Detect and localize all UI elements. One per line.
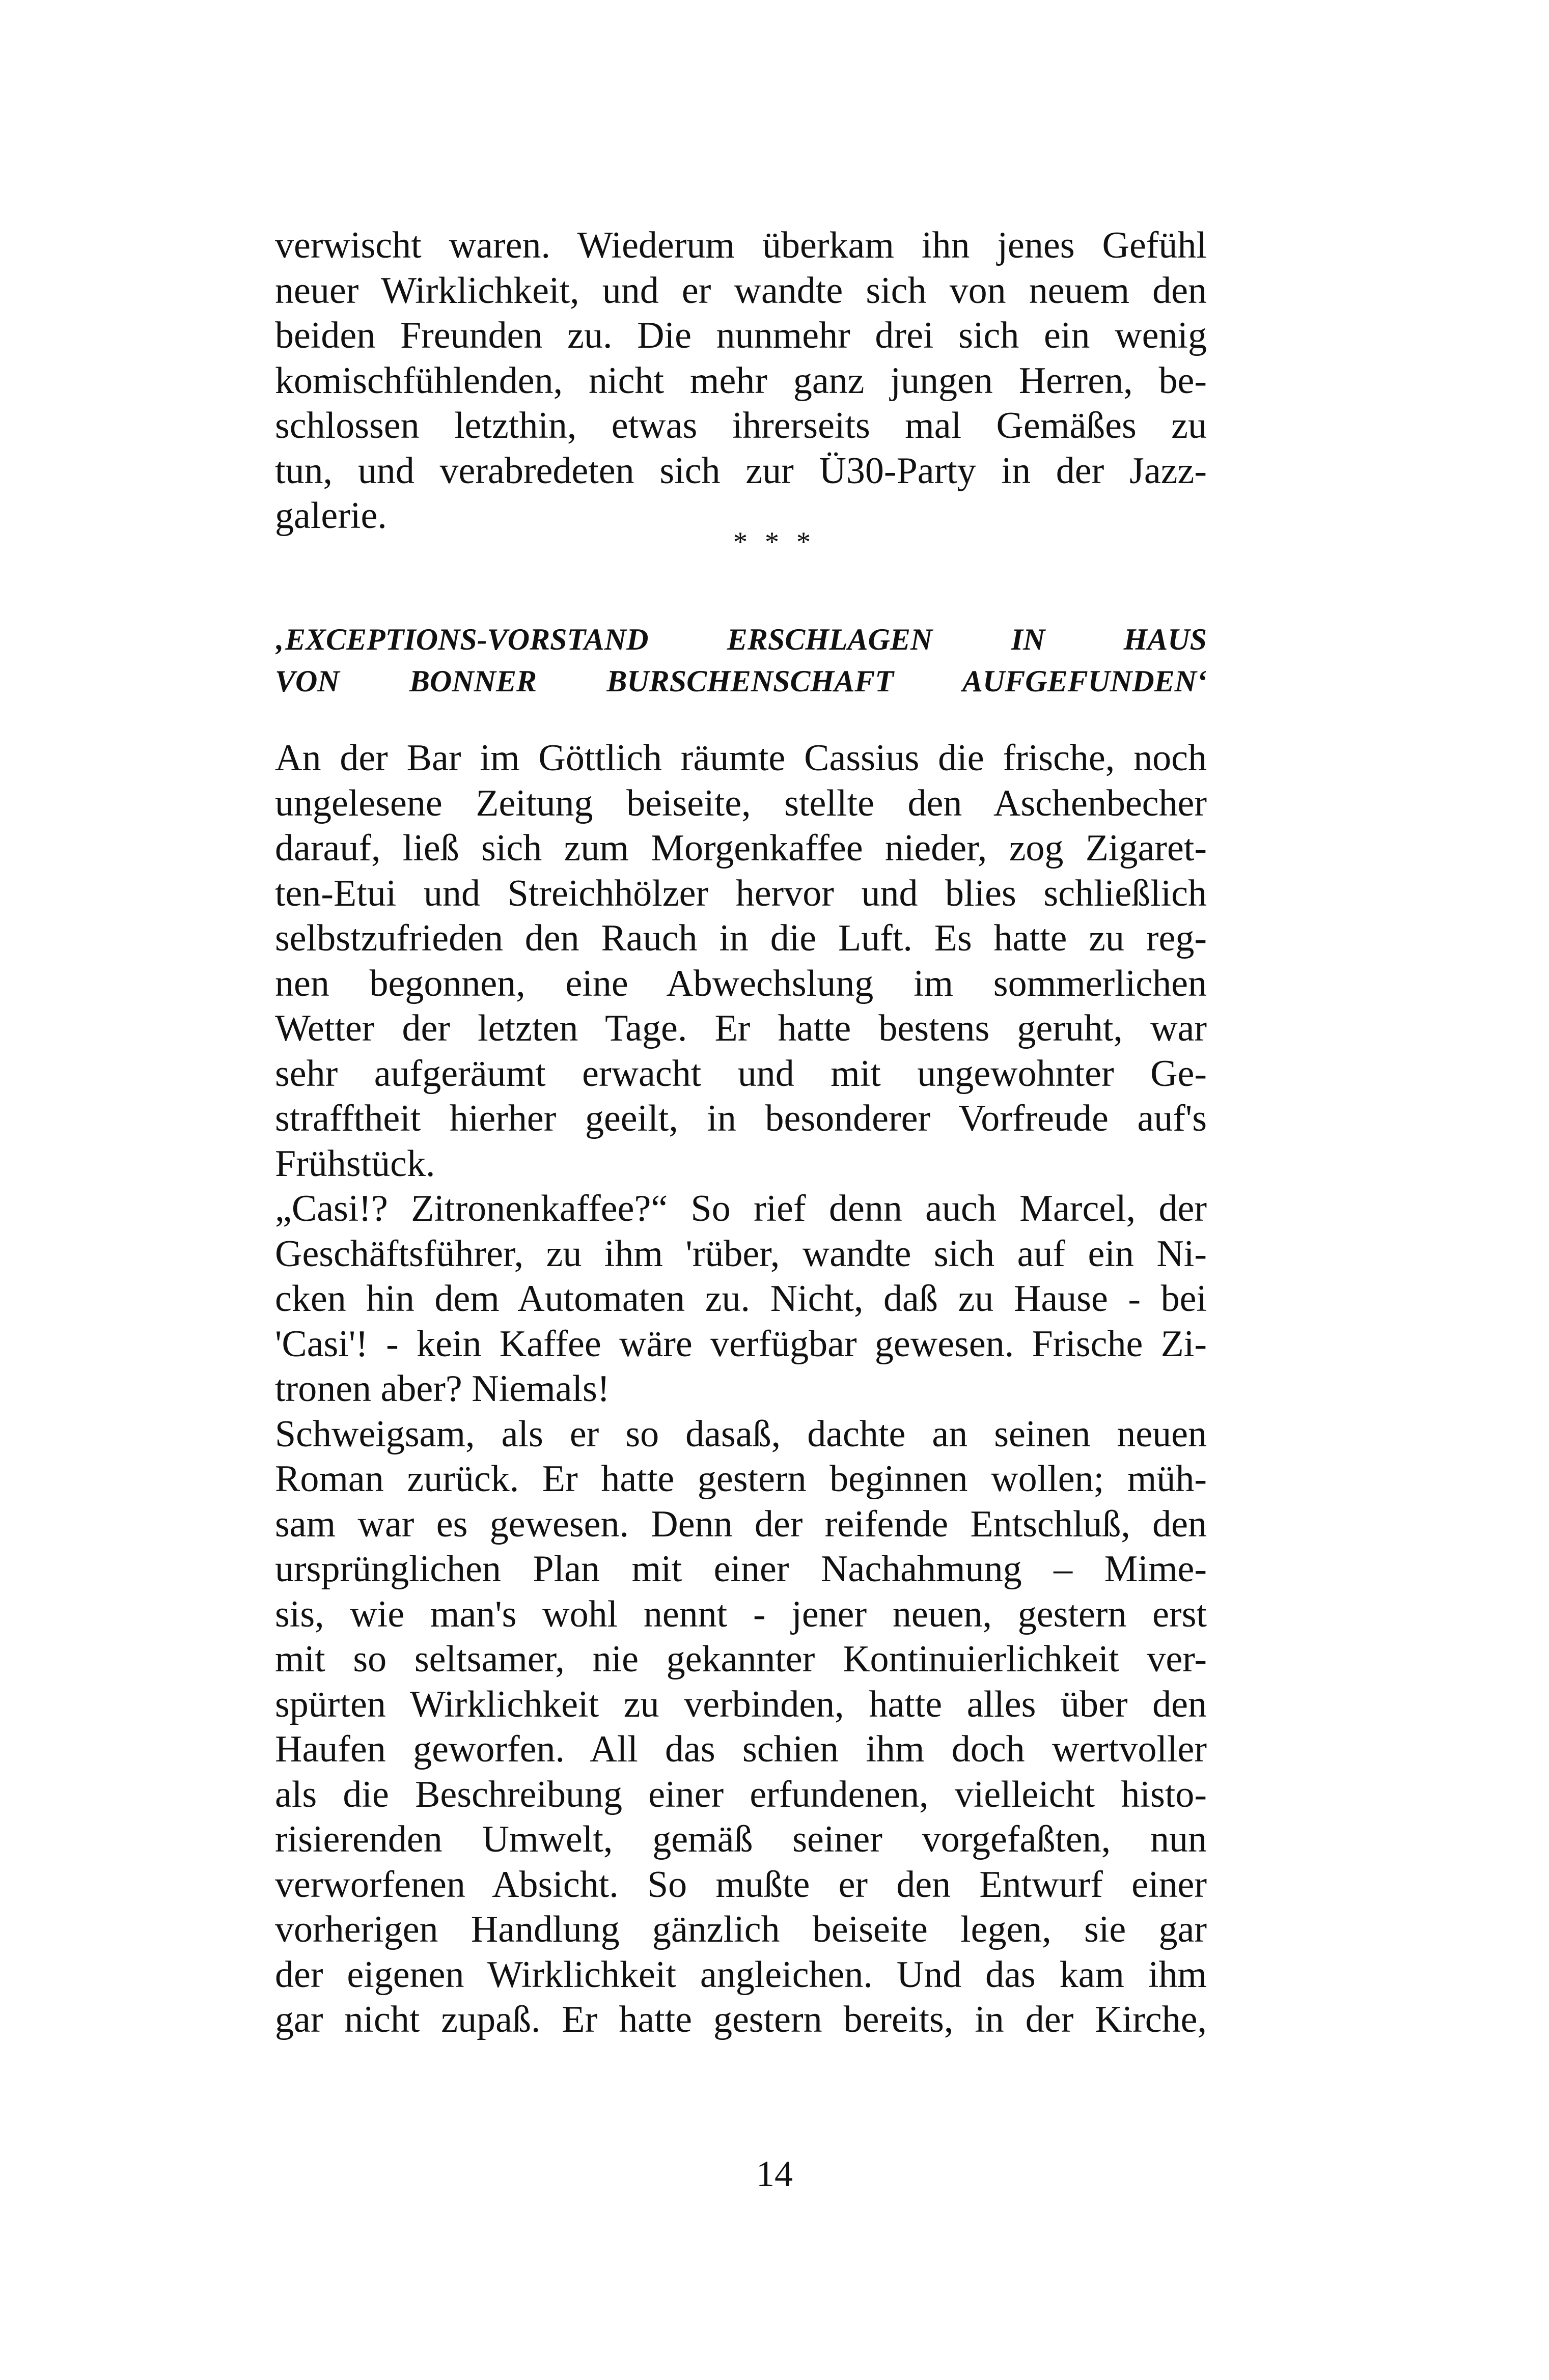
text-line: vorherigen Handlung gänzlich beiseite legen, sie gar bbox=[275, 1909, 1207, 1950]
text-line: An der Bar im Göttlich räumte Cassius die frische, noch bbox=[275, 737, 1207, 779]
text-line: Wetter der letzten Tage. Er hatte bestens geruht, war bbox=[275, 1007, 1207, 1049]
text-line: ungelesene Zeitung beiseite, stellte den Aschenbecher bbox=[275, 782, 1207, 824]
text-line: mit so seltsamer, nie gekannter Kontinuierlichkeit ver- bbox=[275, 1638, 1207, 1680]
text-line: der eigenen Wirklichkeit angleichen. Und das kam ihm bbox=[275, 1953, 1207, 1996]
text-line: verwischt waren. Wiederum überkam ihn jenes Gefühl bbox=[275, 225, 1207, 266]
text-line: verworfenen Absicht. So mußte er den Entwurf einer bbox=[275, 1863, 1207, 1906]
text-line: darauf, ließ sich zum Morgenkaffee nieder, zog Zigaret- bbox=[275, 827, 1207, 869]
text-line: strafftheit hierher geeilt, in besonderer Vorfreude auf's bbox=[275, 1098, 1207, 1139]
text-line: Schweigsam, als er so dasaß, dachte an seinen neuen bbox=[275, 1413, 1207, 1455]
text-line: nen begonnen, eine Abwechslung im sommerlichen bbox=[275, 962, 1207, 1004]
text-line: risierenden Umwelt, gemäß seiner vorgefaßten, nun bbox=[275, 1818, 1207, 1860]
text-line: cken hin dem Automaten zu. Nicht, daß zu Hause - bei bbox=[275, 1278, 1207, 1320]
text-line: sam war es gewesen. Denn der reifende Entschluß, den bbox=[275, 1503, 1207, 1545]
section-break: * * * bbox=[733, 526, 816, 558]
text-line: Geschäftsführer, zu ihm 'rüber, wandte sich auf ein Ni- bbox=[275, 1233, 1207, 1275]
text-line: komischfühlenden, nicht mehr ganz jungen Herren, be- bbox=[275, 359, 1207, 402]
headline-line: ‚EXCEPTIONS-VORSTAND ERSCHLAGEN IN HAUS bbox=[275, 623, 1207, 656]
intro-paragraph bbox=[275, 223, 1207, 539]
page-number: 14 bbox=[756, 2153, 793, 2194]
text-line: spürten Wirklichkeit zu verbinden, hatte alles über den bbox=[275, 1683, 1207, 1725]
text-line: beiden Freunden zu. Die nunmehr drei sich ein wenig bbox=[275, 315, 1207, 356]
text-line: ten-Etui und Streichhölzer hervor und blies schließlich bbox=[275, 872, 1207, 914]
text-line: Roman zurück. Er hatte gestern beginnen wollen; müh- bbox=[275, 1458, 1207, 1500]
text-line: „Casi!? Zitronenkaffee?“ So rief denn auch Marcel, der bbox=[275, 1188, 1207, 1229]
text-line: schlossen letzthin, etwas ihrerseits mal Gemäßes zu bbox=[275, 405, 1207, 446]
headline-line: VON BONNER BURSCHENSCHAFT AUFGEFUNDEN‘ bbox=[275, 664, 1207, 698]
text-line: Haufen geworfen. All das schien ihm doch wertvoller bbox=[275, 1728, 1207, 1770]
text-line: ursprünglichen Plan mit einer Nachahmung – Mime- bbox=[275, 1548, 1207, 1590]
text-line: neuer Wirklichkeit, und er wandte sich von neuem den bbox=[275, 269, 1207, 312]
body-text bbox=[275, 736, 1207, 2042]
newspaper-headline bbox=[275, 619, 1207, 702]
text-line: 'Casi'! - kein Kaffee wäre verfügbar gewesen. Frische Zi- bbox=[275, 1323, 1207, 1365]
text-line: galerie. bbox=[275, 495, 387, 537]
text-line: tun, und verabredeten sich zur Ü30-Party in der Jazz- bbox=[275, 450, 1207, 492]
text-line: Frühstück. bbox=[275, 1142, 435, 1185]
text-line: gar nicht zupaß. Er hatte gestern bereits, in der Kirche, bbox=[275, 1999, 1207, 2040]
text-line: sehr aufgeräumt erwacht und mit ungewohnter Ge- bbox=[275, 1052, 1207, 1095]
text-line: als die Beschreibung einer erfundenen, vielleicht histo- bbox=[275, 1773, 1207, 1815]
text-line: sis, wie man's wohl nennt - jener neuen, gestern erst bbox=[275, 1593, 1207, 1635]
text-line: selbstzufrieden den Rauch in die Luft. Es hatte zu reg- bbox=[275, 917, 1207, 959]
text-line: tronen aber? Niemals! bbox=[275, 1368, 610, 1410]
